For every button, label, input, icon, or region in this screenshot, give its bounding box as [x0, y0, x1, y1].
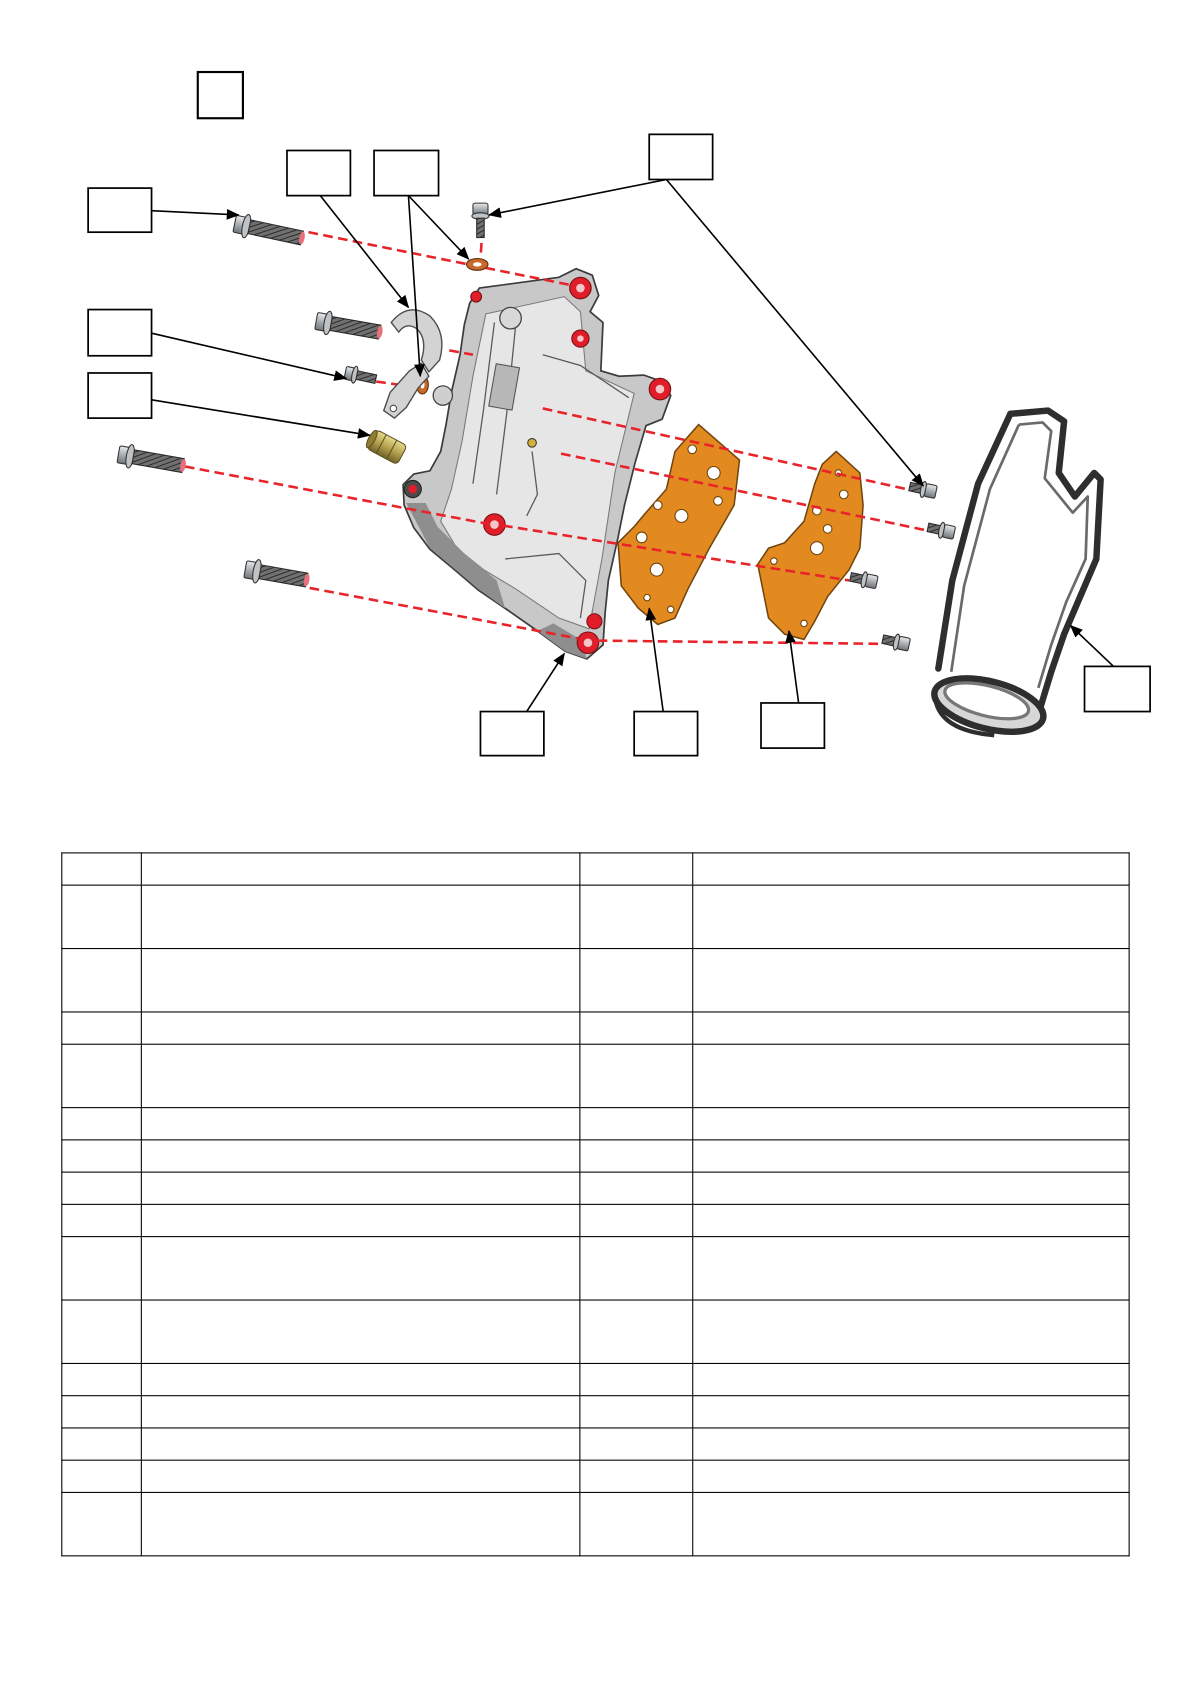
table-cell: [580, 1204, 693, 1236]
brass-fitting: [364, 428, 407, 465]
drain-bolt: [472, 203, 489, 237]
table-row: [62, 1108, 1129, 1140]
table-row: [62, 1492, 1129, 1555]
table-cell: [580, 853, 693, 885]
exploded-view-diagram: [0, 0, 1192, 817]
table-cell: [62, 1396, 142, 1428]
table-cell: [580, 1044, 693, 1107]
bracket-hole: [390, 405, 396, 411]
table-row: [62, 1204, 1129, 1236]
table-cell: [693, 1237, 1129, 1300]
callout-box: [88, 188, 151, 232]
table-cell: [693, 1172, 1129, 1204]
mounting-hole: [484, 514, 505, 535]
table-cell: [141, 1108, 580, 1140]
leader-line: [1071, 626, 1114, 667]
cover-bolt: [881, 631, 911, 652]
explode-line: [598, 641, 882, 644]
parts-table-body: [62, 853, 1129, 1556]
table-row: [62, 1012, 1129, 1044]
table-cell: [62, 853, 142, 885]
leader-line: [320, 196, 408, 308]
table-cell: [693, 949, 1129, 1012]
table-cell: [580, 1237, 693, 1300]
table-cell: [62, 1460, 142, 1492]
table-cell: [693, 1012, 1129, 1044]
callout-box: [480, 712, 543, 756]
leader-line: [489, 179, 666, 214]
table-cell: [693, 885, 1129, 948]
table-cell: [693, 1460, 1129, 1492]
table-cell: [62, 1012, 142, 1044]
table-cell: [62, 1237, 142, 1300]
leader-line: [408, 196, 420, 377]
table-row: [62, 1044, 1129, 1107]
callout-box: [88, 310, 151, 356]
table-cell: [141, 1140, 580, 1172]
table-row: [62, 1363, 1129, 1395]
callout-box: [634, 712, 697, 756]
table-row: [62, 1428, 1129, 1460]
washer-top: [466, 259, 487, 271]
mounting-hole: [572, 330, 589, 347]
housing-boss: [500, 307, 521, 328]
table-cell: [580, 1428, 693, 1460]
table-cell: [141, 1396, 580, 1428]
table-row: [62, 885, 1129, 948]
table-cell: [580, 885, 693, 948]
leader-line: [152, 211, 239, 215]
table-cell: [141, 853, 580, 885]
table-cell: [693, 1428, 1129, 1460]
callout-box: [88, 373, 151, 418]
table-row: [62, 1172, 1129, 1204]
table-cell: [62, 1492, 142, 1555]
hose-bracket: [384, 310, 442, 418]
gasket-outer: [758, 451, 863, 639]
table-cell: [141, 1428, 580, 1460]
table-header-row: [62, 853, 1129, 885]
cover-seal: [929, 411, 1101, 742]
leader-line: [152, 333, 347, 378]
table-cell: [62, 885, 142, 948]
table-row: [62, 949, 1129, 1012]
top-port-marker: [471, 291, 482, 302]
table-cell: [141, 1044, 580, 1107]
table-cell: [141, 885, 580, 948]
table-cell: [580, 1012, 693, 1044]
table-cell: [580, 949, 693, 1012]
table-cell: [141, 1172, 580, 1204]
table-cell: [580, 1363, 693, 1395]
table-cell: [62, 1140, 142, 1172]
table-cell: [693, 1300, 1129, 1363]
leader-line: [408, 196, 468, 259]
table-cell: [62, 1363, 142, 1395]
table-cell: [141, 1363, 580, 1395]
table-row: [62, 1300, 1129, 1363]
table-cell: [580, 1492, 693, 1555]
table-cell: [580, 1460, 693, 1492]
callout-box: [287, 150, 350, 195]
housing: [403, 269, 671, 659]
table-cell: [693, 1492, 1129, 1555]
long-bolt: [232, 212, 307, 250]
cover-bolt: [849, 569, 879, 590]
housing-boss: [433, 386, 452, 405]
mounting-hole: [649, 378, 670, 399]
table-cell: [141, 1300, 580, 1363]
table-cell: [141, 949, 580, 1012]
table-row: [62, 1140, 1129, 1172]
table-row: [62, 1460, 1129, 1492]
long-bolt: [243, 558, 311, 593]
table-cell: [62, 949, 142, 1012]
table-cell: [693, 853, 1129, 885]
table-row: [62, 1396, 1129, 1428]
parts-table: [61, 852, 1129, 1556]
mounting-hole: [404, 480, 421, 497]
figure-label-box: [198, 72, 243, 118]
table-cell: [693, 1108, 1129, 1140]
table-cell: [580, 1108, 693, 1140]
table-cell: [580, 1140, 693, 1172]
long-bolt: [314, 309, 384, 344]
callout-box: [761, 703, 824, 748]
leader-line: [527, 654, 565, 712]
mounting-hole: [587, 614, 602, 629]
table-cell: [693, 1140, 1129, 1172]
table-cell: [62, 1108, 142, 1140]
table-cell: [141, 1237, 580, 1300]
table-cell: [693, 1396, 1129, 1428]
explode-line: [308, 232, 569, 285]
table-cell: [62, 1044, 142, 1107]
table-row: [62, 1237, 1129, 1300]
table-cell: [62, 1428, 142, 1460]
table-cell: [141, 1012, 580, 1044]
mounting-hole: [577, 632, 598, 653]
table-cell: [693, 1363, 1129, 1395]
table-cell: [62, 1204, 142, 1236]
table-cell: [580, 1396, 693, 1428]
leader-line: [152, 400, 370, 435]
long-bolt: [116, 443, 187, 478]
housing-sensor: [528, 439, 537, 448]
cover-bolt: [908, 479, 938, 500]
table-cell: [693, 1204, 1129, 1236]
table-cell: [141, 1492, 580, 1555]
callout-box: [1085, 666, 1151, 711]
table-cell: [141, 1460, 580, 1492]
explode-line: [480, 243, 481, 258]
cover-bolt: [926, 520, 956, 541]
table-cell: [141, 1204, 580, 1236]
table-cell: [62, 1300, 142, 1363]
table-cell: [693, 1044, 1129, 1107]
table-cell: [580, 1300, 693, 1363]
callout-box: [649, 134, 712, 179]
mounting-hole: [570, 277, 591, 298]
short-bolt: [343, 364, 377, 387]
table-cell: [580, 1172, 693, 1204]
callout-box: [374, 150, 438, 195]
table-cell: [62, 1172, 142, 1204]
